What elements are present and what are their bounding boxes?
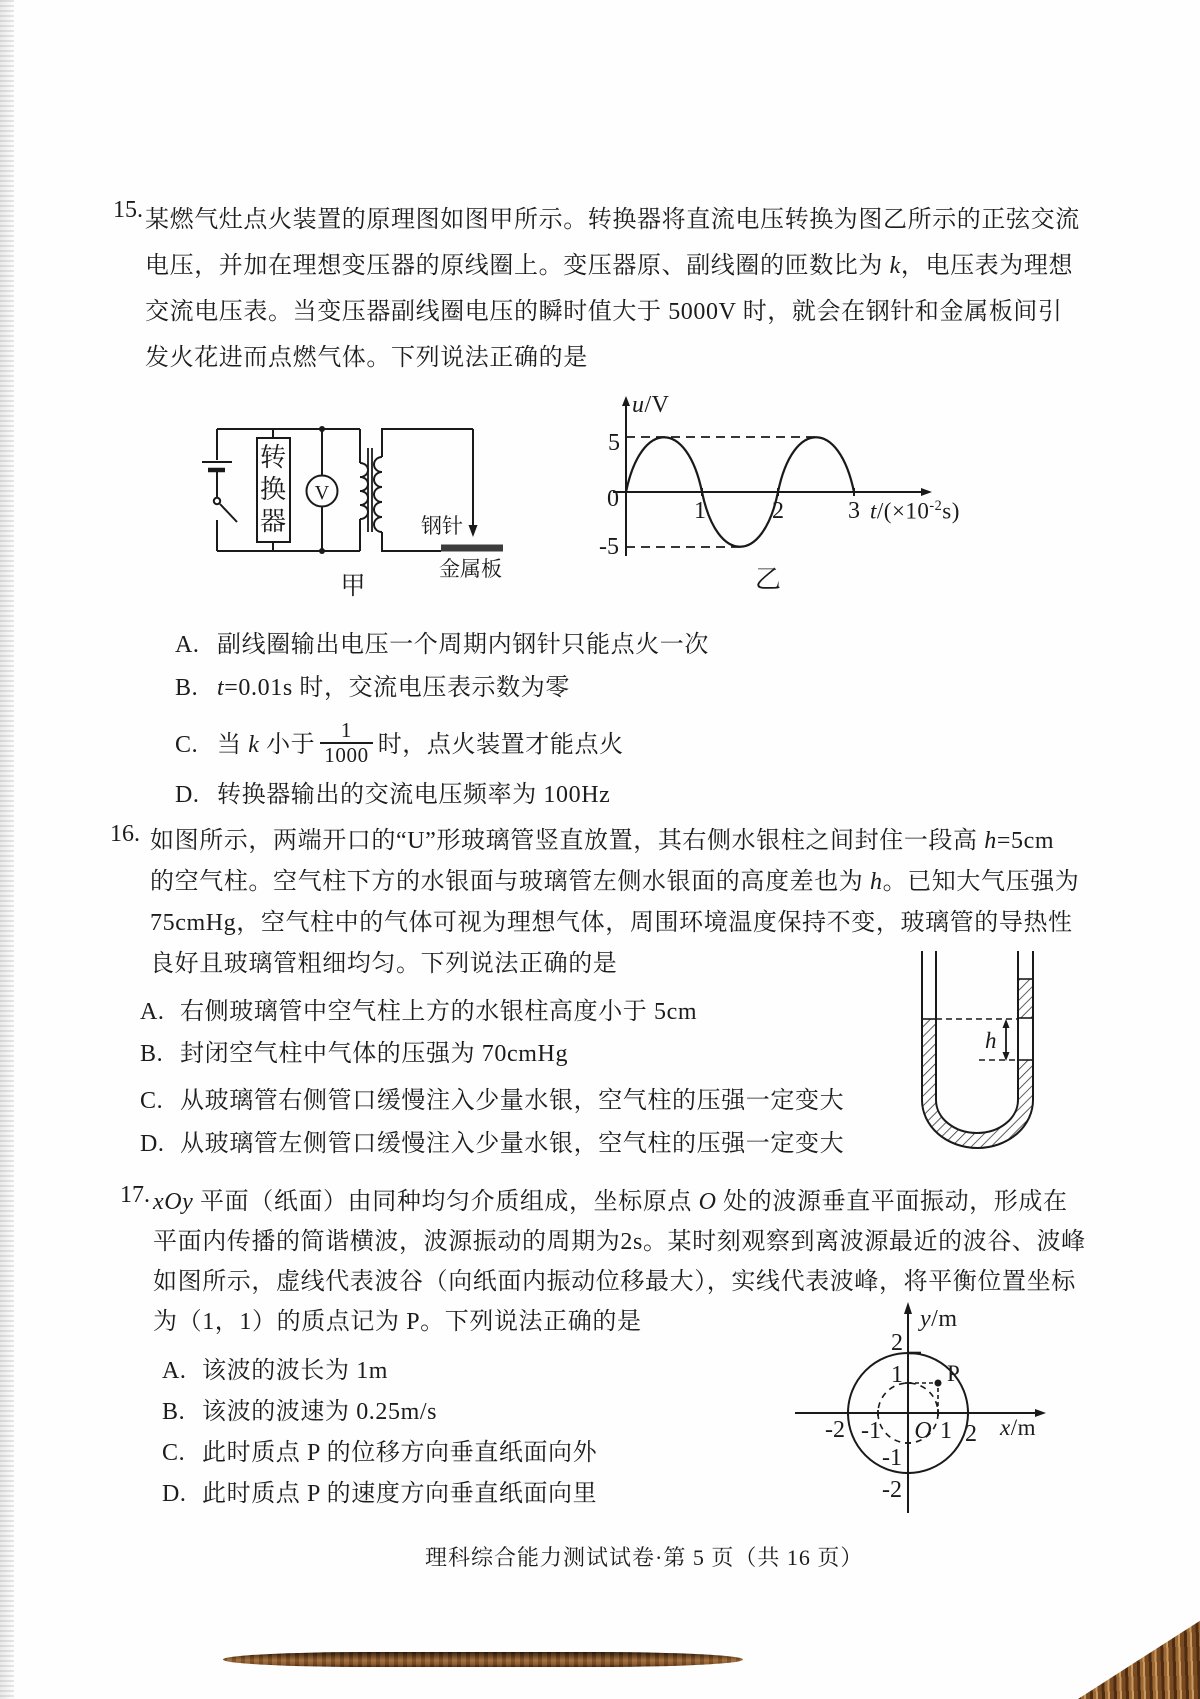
option-label: C. — [162, 1440, 186, 1466]
x-axis-arrow — [921, 488, 932, 496]
voltmeter-letter: V — [314, 482, 330, 504]
option-label: A. — [140, 999, 165, 1025]
xtick-m2: -2 — [825, 1417, 845, 1443]
q16-line: 75cmHg，空气柱中的气体可视为理想气体，周围环境温度保持不变，玻璃管的导热性 — [150, 910, 1073, 936]
page-footer: 理科综合能力测试试卷·第 5 页（共 16 页） — [425, 1545, 864, 1570]
q17-option-d — [162, 1473, 597, 1508]
option-text: 此时质点 P 的位移方向垂直纸面向外 — [202, 1440, 598, 1466]
q15-option-a — [175, 624, 709, 659]
option-label: A. — [162, 1358, 187, 1384]
switch-icon — [214, 498, 237, 522]
point-P-dot — [935, 1380, 942, 1387]
u-tube-figure — [915, 945, 1050, 1190]
q16-line: 良好且玻璃管粗细均匀。下列说法正确的是 — [150, 951, 618, 977]
q17-option-c — [162, 1432, 597, 1467]
q17-line: 为（1，1）的质点记为 P。下列说法正确的是 — [153, 1309, 642, 1335]
q15-line: 发火花进而点燃气体。下列说法正确的是 — [145, 345, 588, 371]
xtick-m1: -1 — [861, 1418, 881, 1444]
transformer-core — [368, 448, 372, 532]
option-label: D. — [140, 1131, 165, 1157]
mercury-top-column — [1018, 979, 1033, 1018]
q15-line: 某燃气灶点火装置的原理图如图甲所示。转换器将直流电压转换为图乙所示的正弦交流 — [145, 207, 1080, 233]
origin-label: O — [914, 1418, 932, 1444]
option-label: D. — [175, 782, 200, 808]
desk-wood-strip-artifact — [223, 1652, 743, 1667]
q15-option-b — [175, 667, 570, 702]
option-text: 当 k 小于 $\frac{1}{1000}$ 时，点火装置才能点火 — [217, 718, 624, 768]
h-label: h — [985, 1028, 997, 1053]
ytick-m1: -1 — [882, 1445, 902, 1471]
q16-option-d — [140, 1123, 844, 1158]
converter-label-1: 转 — [259, 443, 287, 472]
ignition-circuit-figure — [173, 420, 533, 598]
option-text: 右侧玻璃管中空气柱上方的水银柱高度小于 5cm — [180, 999, 698, 1025]
xtick-3: 3 — [848, 498, 860, 524]
y-axis-arrow — [904, 1302, 912, 1314]
ytick-0: 0 — [607, 486, 619, 512]
q16-option-a — [140, 991, 697, 1026]
xtick-1: 1 — [940, 1418, 952, 1444]
converter-label-3: 器 — [259, 507, 287, 536]
xtick-1: 1 — [694, 498, 706, 524]
option-label: C. — [175, 731, 199, 758]
x-axis-arrow — [1035, 1409, 1046, 1417]
ytick-m2: -2 — [882, 1477, 902, 1503]
figure-yi-caption: 乙 — [754, 565, 782, 594]
q15-line: 交流电压表。当变压器副线圈电压的瞬时值大于 5000V 时，就会在钢针和金属板间引 — [145, 299, 1063, 325]
option-label: B. — [162, 1399, 186, 1425]
q17-line: 如图所示，虚线代表波谷（向纸面内振动位移最大），实线代表波峰，将平衡位置坐标 — [153, 1269, 1076, 1295]
wave-xlabel: x/m — [1000, 1415, 1036, 1440]
option-text: 从玻璃管左侧管口缓慢注入少量水银，空气柱的压强一定变大 — [180, 1131, 845, 1157]
q16-option-b — [140, 1033, 568, 1068]
option-text: 封闭空气柱中气体的压强为 70cmHg — [180, 1041, 569, 1067]
option-text: t=0.01s 时，交流电压表示数为零 — [217, 675, 570, 701]
metal-plate — [441, 545, 503, 552]
desk-wood-corner-artifact — [1078, 1612, 1200, 1699]
q17-line: xOy 平面（纸面）由同种均匀介质组成，坐标原点 O 处的波源垂直平面振动，形成在 — [153, 1189, 1068, 1215]
option-label: D. — [162, 1481, 187, 1507]
q15-option-d — [175, 774, 610, 809]
q15-line: 电压，并加在理想变压器的原线圈上。变压器原、副线圈的匝数比为 k，电压表为理想 — [145, 253, 1074, 279]
voltage-waveform-figure — [555, 358, 955, 596]
option-label: B. — [140, 1041, 164, 1067]
spark-needle — [469, 429, 478, 537]
ytick-m5: -5 — [599, 534, 619, 560]
q17-line: 平面内传播的简谐横波，波源振动的周期为2s。某时刻观察到离波源最近的波谷、波峰 — [153, 1229, 1086, 1255]
mercury-lower-region — [922, 1019, 1033, 1148]
q16-number: 16. — [110, 821, 140, 847]
scan-edge-artifact — [0, 0, 14, 1699]
option-text: 该波的波速为 0.25m/s — [202, 1399, 438, 1425]
ytick-2: 2 — [891, 1330, 903, 1356]
wave-circles-figure — [755, 1205, 1065, 1520]
ytick-1: 1 — [891, 1362, 903, 1388]
ytick-5: 5 — [608, 430, 620, 456]
q15-option-c — [175, 718, 624, 770]
option-text: 转换器输出的交流电压频率为 100Hz — [217, 782, 611, 808]
needle-label: 钢针 — [421, 514, 463, 538]
battery-icon — [202, 462, 232, 470]
q16-option-c — [140, 1080, 844, 1115]
option-text: 该波的波长为 1m — [202, 1358, 389, 1384]
xtick-2: 2 — [965, 1421, 977, 1447]
option-label: A. — [175, 632, 200, 658]
option-text: 从玻璃管右侧管口缓慢注入少量水银，空气柱的压强一定变大 — [180, 1088, 845, 1114]
point-P-label: P — [947, 1361, 960, 1386]
q15-stem — [113, 197, 1080, 381]
transformer-primary-coil — [360, 429, 368, 551]
q16-line: 如图所示，两端开口的“U”形玻璃管竖直放置，其右侧水银柱之间封住一段高 h=5cm — [150, 828, 1055, 854]
q15-number: 15. — [113, 197, 143, 223]
waveform-xlabel: $t/(\times 10^{-2}s)$ — [870, 498, 960, 524]
h-double-arrow — [1003, 1019, 1010, 1061]
plate-label: 金属板 — [439, 557, 502, 581]
y-axis-arrow — [622, 396, 630, 406]
option-text: 副线圈输出电压一个周期内钢针只能点火一次 — [217, 632, 709, 658]
option-text: 此时质点 P 的速度方向垂直纸面向里 — [202, 1481, 598, 1507]
q17-option-a — [162, 1350, 388, 1385]
q17-option-b — [162, 1391, 437, 1426]
waveform-ylabel: u/V — [632, 392, 670, 418]
converter-label-2: 换 — [259, 475, 287, 504]
option-label: B. — [175, 675, 199, 701]
figure-jia-caption: 甲 — [340, 573, 366, 600]
q16-line: 的空气柱。空气柱下方的水银面与玻璃管左侧水银面的高度差也为 h。已知大气压强为 — [150, 869, 1080, 895]
q17-number: 17. — [120, 1182, 150, 1208]
wave-ylabel: y/m — [920, 1306, 958, 1332]
option-label: C. — [140, 1088, 164, 1114]
xtick-2: 2 — [772, 498, 784, 524]
